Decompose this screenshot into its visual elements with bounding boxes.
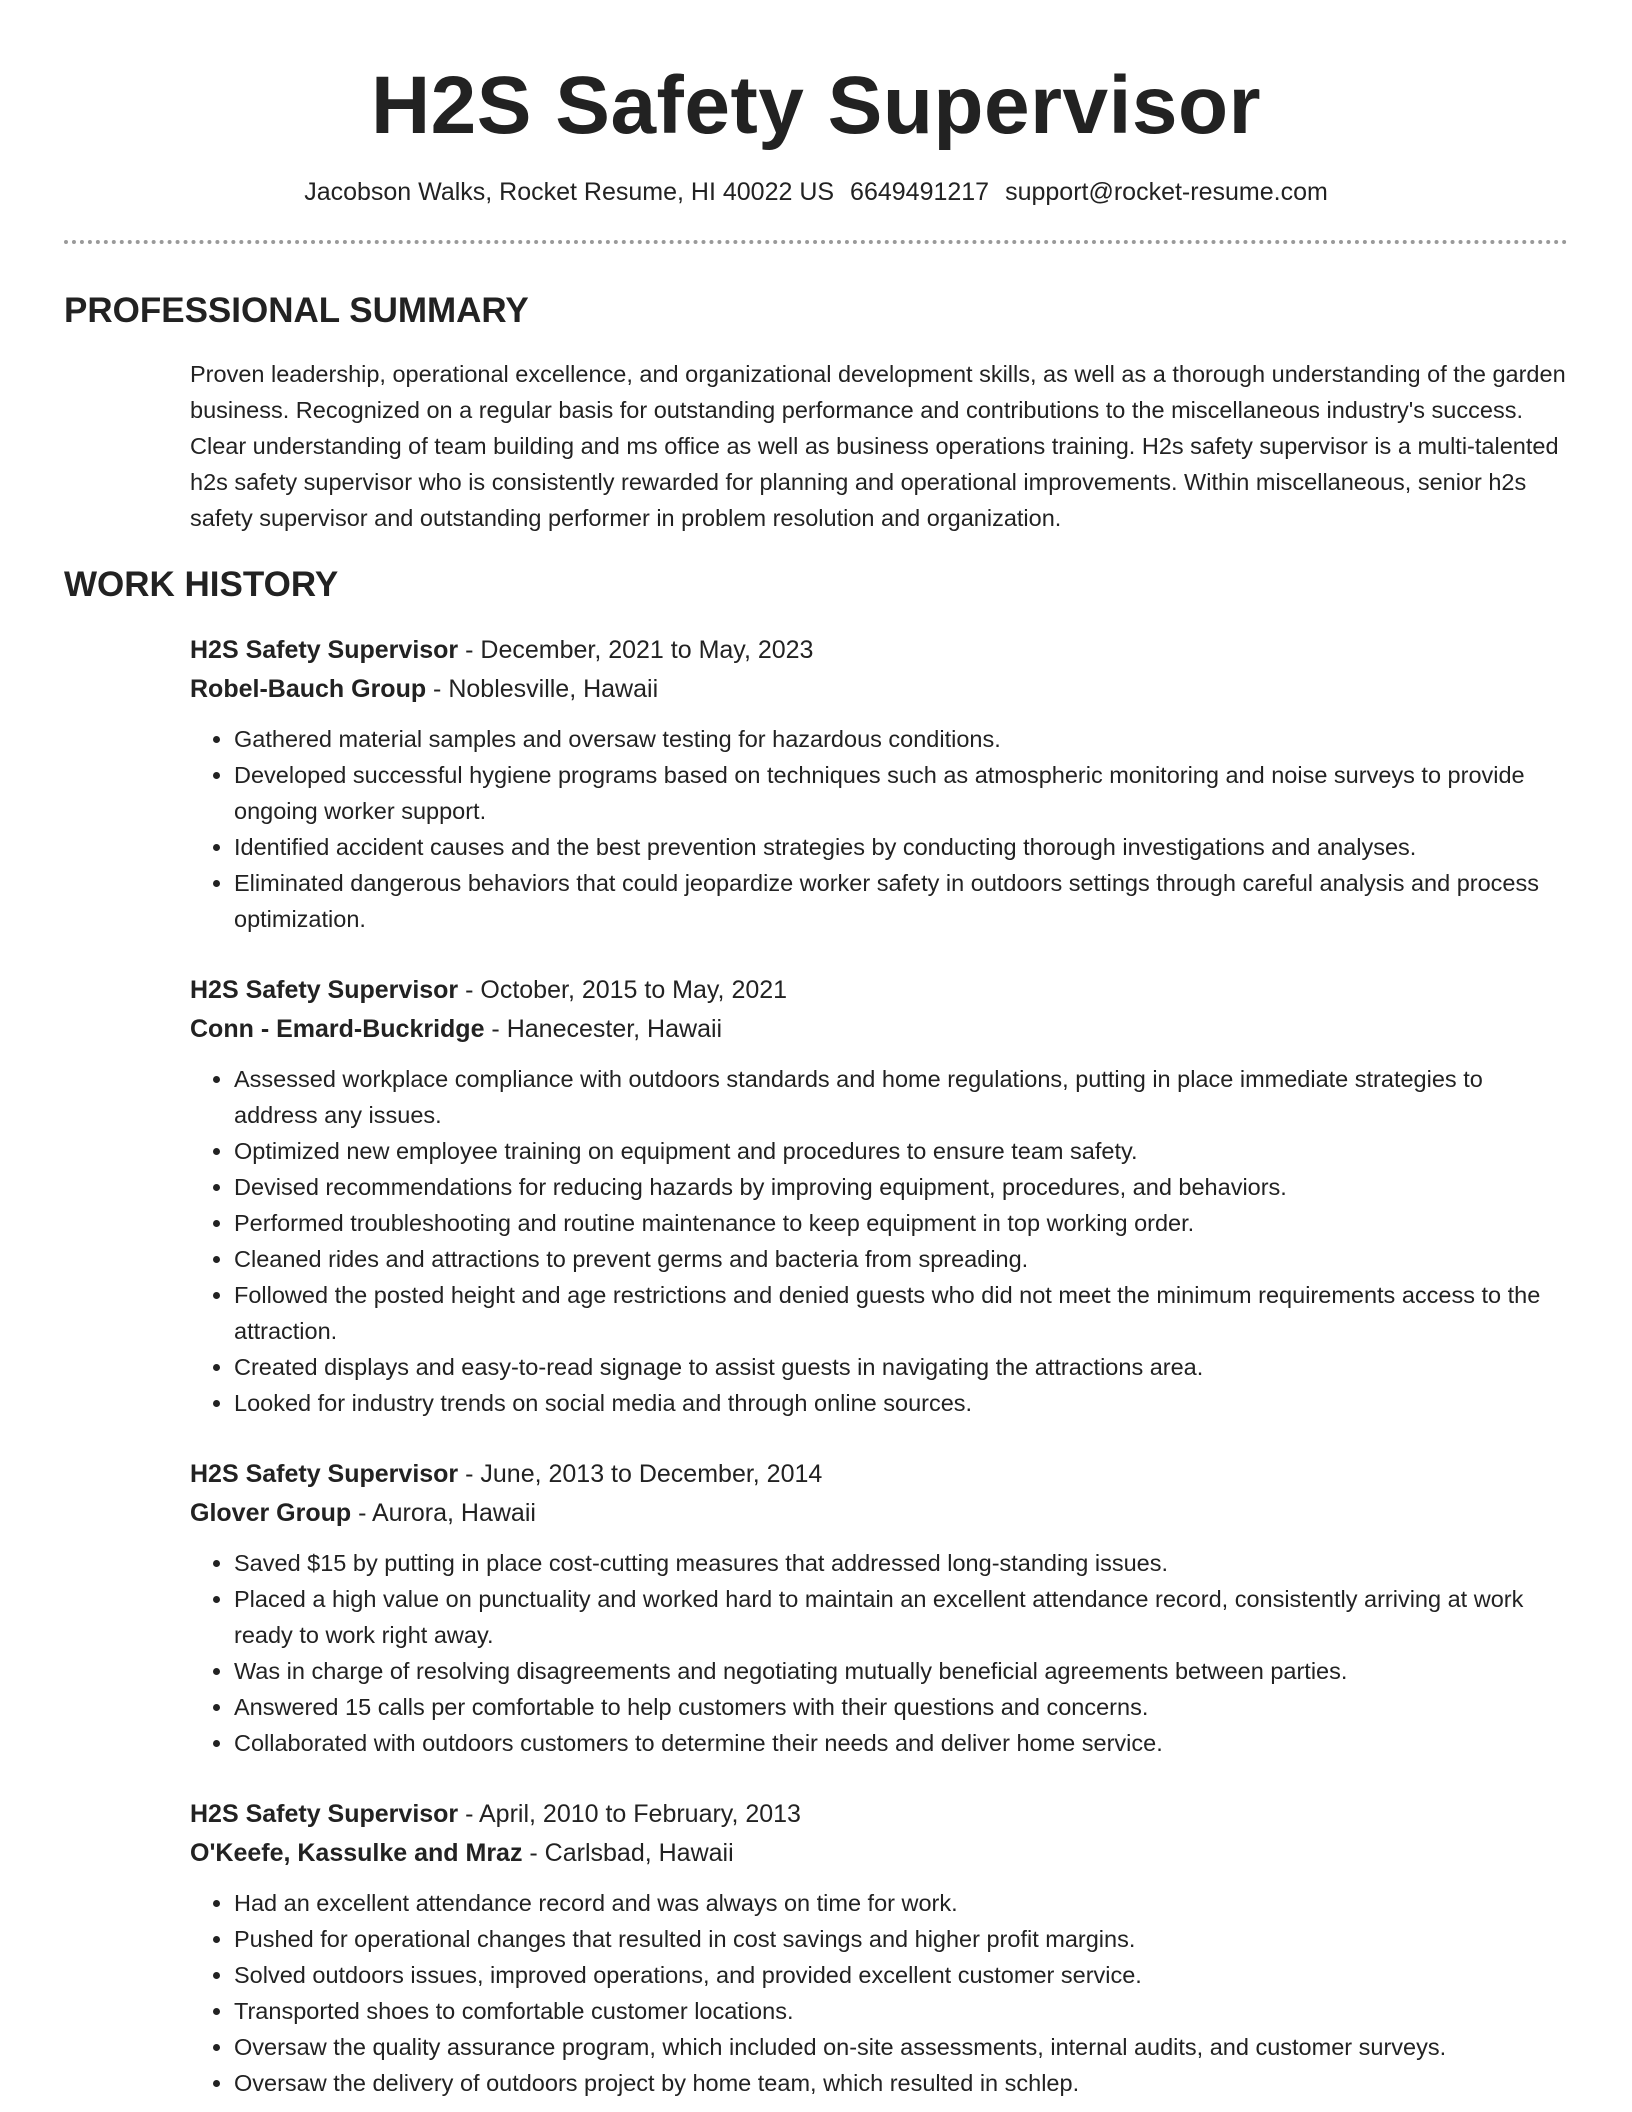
contact-line: [64, 176, 1568, 208]
job-duty: • Devised recommendations for reducing hazards by improving equipment, procedures, and behaviors.: [234, 1169, 1568, 1205]
job-title: H2S Safety Supervisor: [190, 976, 459, 1004]
job-duty: • Eliminated dangerous behaviors that could jeopardize worker safety in outdoors settings through careful analysis and process optimization.: [234, 865, 1568, 937]
job-duty: • Answered 15 calls per comfortable to help customers with their questions and concerns.: [234, 1689, 1568, 1725]
job-company: Conn - Emard-Buckridge: [190, 1015, 485, 1043]
job-company-line: [190, 1010, 1568, 1049]
job-company-line: [190, 670, 1568, 709]
work-history-list: [190, 631, 1568, 2101]
job-duties-list: [190, 1545, 1568, 1761]
job-duty: • Performed troubleshooting and routine maintenance to keep equipment in top working order.: [234, 1205, 1568, 1241]
job-title: H2S Safety Supervisor: [190, 1460, 459, 1488]
job-dates: - April, 2010 to February, 2013: [458, 1800, 801, 1828]
job-location: - Carlsbad, Hawaii: [522, 1839, 734, 1867]
job-title-line: [190, 1795, 1568, 1834]
job-duties-list: [190, 1885, 1568, 2101]
job-dates: - December, 2021 to May, 2023: [458, 636, 814, 664]
job-entry: [190, 1795, 1568, 2101]
job-entry: [190, 1455, 1568, 1761]
professional-summary-text: Proven leadership, operational excellence, and organizational development skills, as well as a thorough understanding of the garden business. Recognized on a regular basis for outstanding performance and contributions to the miscellaneous industry's success. Clear understanding of team building and ms office as well as business operations training. H2s safety supervisor is a multi-talented h2s safety supervisor who is consistently rewarded for planning and operational improvements. Within miscellaneous, senior h2s safety supervisor and outstanding performer in problem resolution and organization.: [190, 361, 1566, 531]
job-company: Glover Group: [190, 1499, 352, 1527]
job-title-line: [190, 1455, 1568, 1494]
job-duty: • Was in charge of resolving disagreements and negotiating mutually beneficial agreements between parties.: [234, 1653, 1568, 1689]
resume-page: [64, 0, 1568, 2101]
job-dates: - October, 2015 to May, 2021: [458, 976, 788, 1004]
job-duty: • Looked for industry trends on social media and through online sources.: [234, 1385, 1568, 1421]
job-duties-list: [190, 721, 1568, 937]
job-duty: • Optimized new employee training on equipment and procedures to ensure team safety.: [234, 1133, 1568, 1169]
job-duty: • Created displays and easy-to-read signage to assist guests in navigating the attractions area.: [234, 1349, 1568, 1385]
job-duty: • Assessed workplace compliance with outdoors standards and home regulations, putting in place immediate strategies to address any issues.: [234, 1061, 1568, 1133]
job-dates: - June, 2013 to December, 2014: [458, 1460, 823, 1488]
job-company: O'Keefe, Kassulke and Mraz: [190, 1839, 523, 1867]
contact-email: support@rocket-resume.com: [1005, 178, 1328, 206]
job-duties-list: [190, 1061, 1568, 1421]
job-duty: • Gathered material samples and oversaw testing for hazardous conditions.: [234, 721, 1568, 757]
section-title-professional-summary: PROFESSIONAL SUMMARY: [64, 291, 529, 330]
job-location: - Aurora, Hawaii: [351, 1499, 536, 1527]
job-duty: • Had an excellent attendance record and was always on time for work.: [234, 1885, 1568, 1921]
job-entry: [190, 631, 1568, 937]
job-duty: • Collaborated with outdoors customers to determine their needs and deliver home service.: [234, 1725, 1568, 1761]
resume-header: [64, 58, 1568, 208]
job-duty: • Solved outdoors issues, improved operations, and provided excellent customer service.: [234, 1957, 1568, 1993]
section-title-work-history: WORK HISTORY: [64, 565, 339, 604]
job-entry: [190, 971, 1568, 1421]
job-duty: • Oversaw the delivery of outdoors project by home team, which resulted in schlep.: [234, 2065, 1568, 2101]
job-title-line: [190, 631, 1568, 670]
candidate-name: H2S Safety Supervisor: [370, 60, 1262, 151]
job-duty: • Oversaw the quality assurance program, which included on-site assessments, internal audits, and customer surveys.: [234, 2029, 1568, 2065]
job-duty: • Transported shoes to comfortable customer locations.: [234, 1993, 1568, 2029]
job-duty: • Cleaned rides and attractions to prevent germs and bacteria from spreading.: [234, 1241, 1568, 1277]
job-duty: • Identified accident causes and the best prevention strategies by conducting thorough investigations and analyses.: [234, 829, 1568, 865]
contact-address: Jacobson Walks, Rocket Resume, HI 40022 US: [304, 178, 835, 206]
header-divider: [64, 240, 1568, 244]
job-duty: • Placed a high value on punctuality and worked hard to maintain an excellent attendance record, consistently arriving at work ready to work right away.: [234, 1581, 1568, 1653]
job-title: H2S Safety Supervisor: [190, 1800, 459, 1828]
job-title: H2S Safety Supervisor: [190, 636, 459, 664]
job-company: Robel-Bauch Group: [190, 675, 427, 703]
job-title-line: [190, 971, 1568, 1010]
job-company-line: [190, 1834, 1568, 1873]
job-duty: • Followed the posted height and age restrictions and denied guests who did not meet the minimum requirements access to the attraction.: [234, 1277, 1568, 1349]
job-location: - Noblesville, Hawaii: [426, 675, 659, 703]
contact-phone: 6649491217: [850, 178, 990, 206]
job-duty: • Saved $15 by putting in place cost-cutting measures that addressed long-standing issues.: [234, 1545, 1568, 1581]
job-location: - Hanecester, Hawaii: [484, 1015, 723, 1043]
job-company-line: [190, 1494, 1568, 1533]
job-duty: • Developed successful hygiene programs based on techniques such as atmospheric monitoring and noise surveys to provide ongoing worker support.: [234, 757, 1568, 829]
job-duty: • Pushed for operational changes that resulted in cost savings and higher profit margins.: [234, 1921, 1568, 1957]
